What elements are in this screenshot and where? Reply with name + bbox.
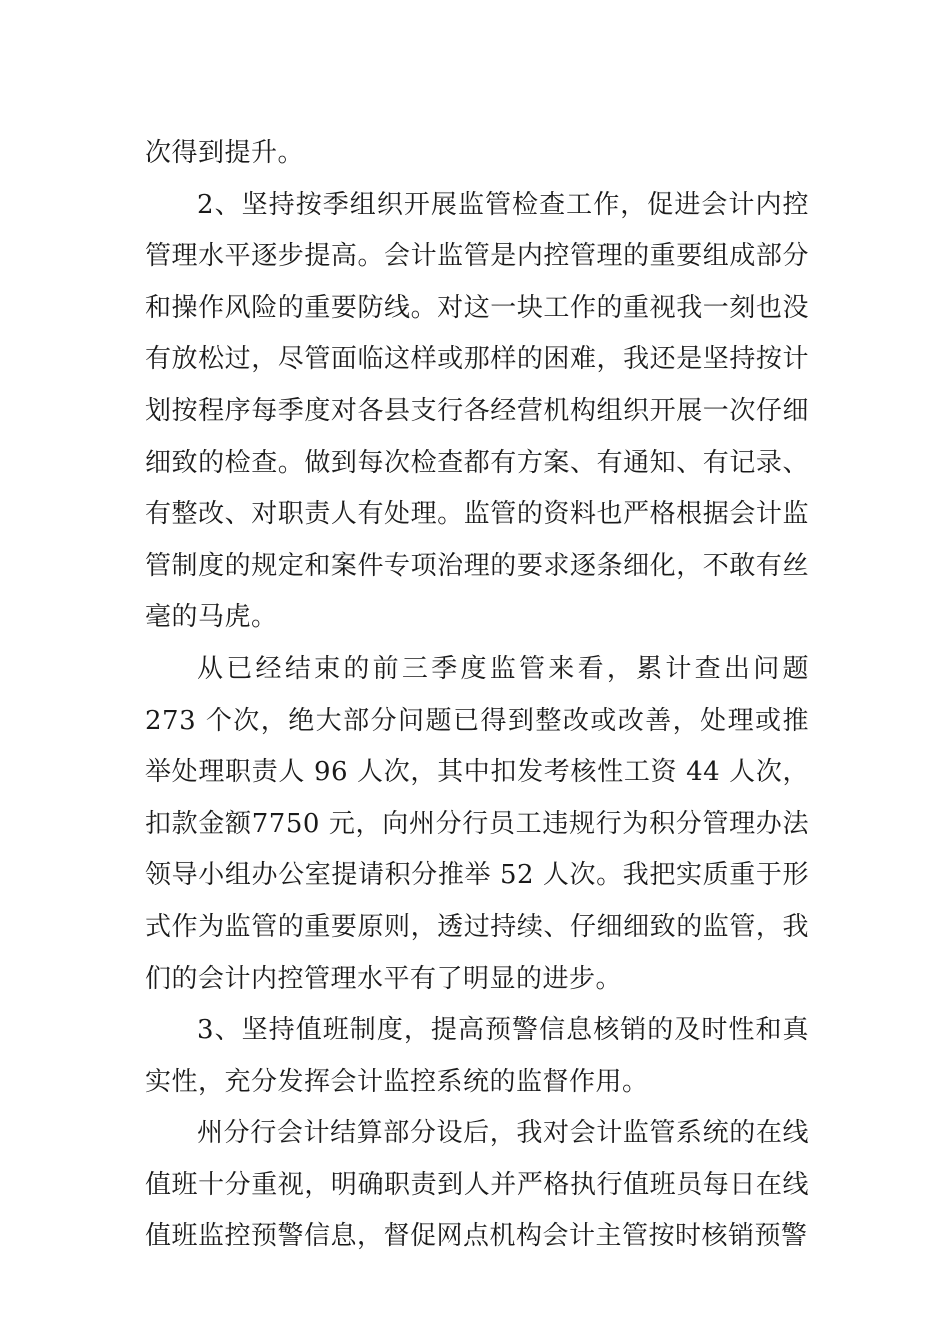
paragraph-statistics: 从已经结束的前三季度监管来看，累计查出问题 273 个次，绝大部分问题已得到整改或改善，处理或推举处理职责人 96 人次，其中扣发考核性工资 44 人次，扣款金额7750 元，向州分行员工违规行为积分管理办法领导小组办公室提请积分推举 52 人次。我把实质重于形式作为监管的重要原则，透过持续、仔细细致的监管，我们的会计内控管理水平有了明显的进步。 (145, 653, 809, 994)
paragraph-item-2: 2、坚持按季组织开展监管检查工作，促进会计内控管理水平逐步提高。会计监管是内控管理的重要组成部分和操作风险的重要防线。对这一块工作的重视我一刻也没有放松过，尽管面临这样或那样的困难，我还是坚持按计划按程序每季度对各县支行各经营机构组织开展一次仔细细致的检查。做到每次检查都有方案、有通知、有记录、有整改、对职责人有处理。监管的资料也严格根据会计监管制度的规定和案件专项治理的要求逐条细化，不敢有丝毫的马虎。 (145, 189, 809, 633)
paragraph-continuation: 次得到提升。 (145, 138, 305, 168)
document-body (145, 128, 809, 1263)
paragraph-duty-system: 州分行会计结算部分设后，我对会计监管系统的在线值班十分重视，明确职责到人并严格执行值班员每日在线值班监控预警信息，督促网点机构会计主管按时核销预警 (145, 1118, 809, 1252)
paragraph-item-3: 3、坚持值班制度，提高预警信息核销的及时性和真实性，充分发挥会计监控系统的监督作用。 (145, 1015, 809, 1097)
